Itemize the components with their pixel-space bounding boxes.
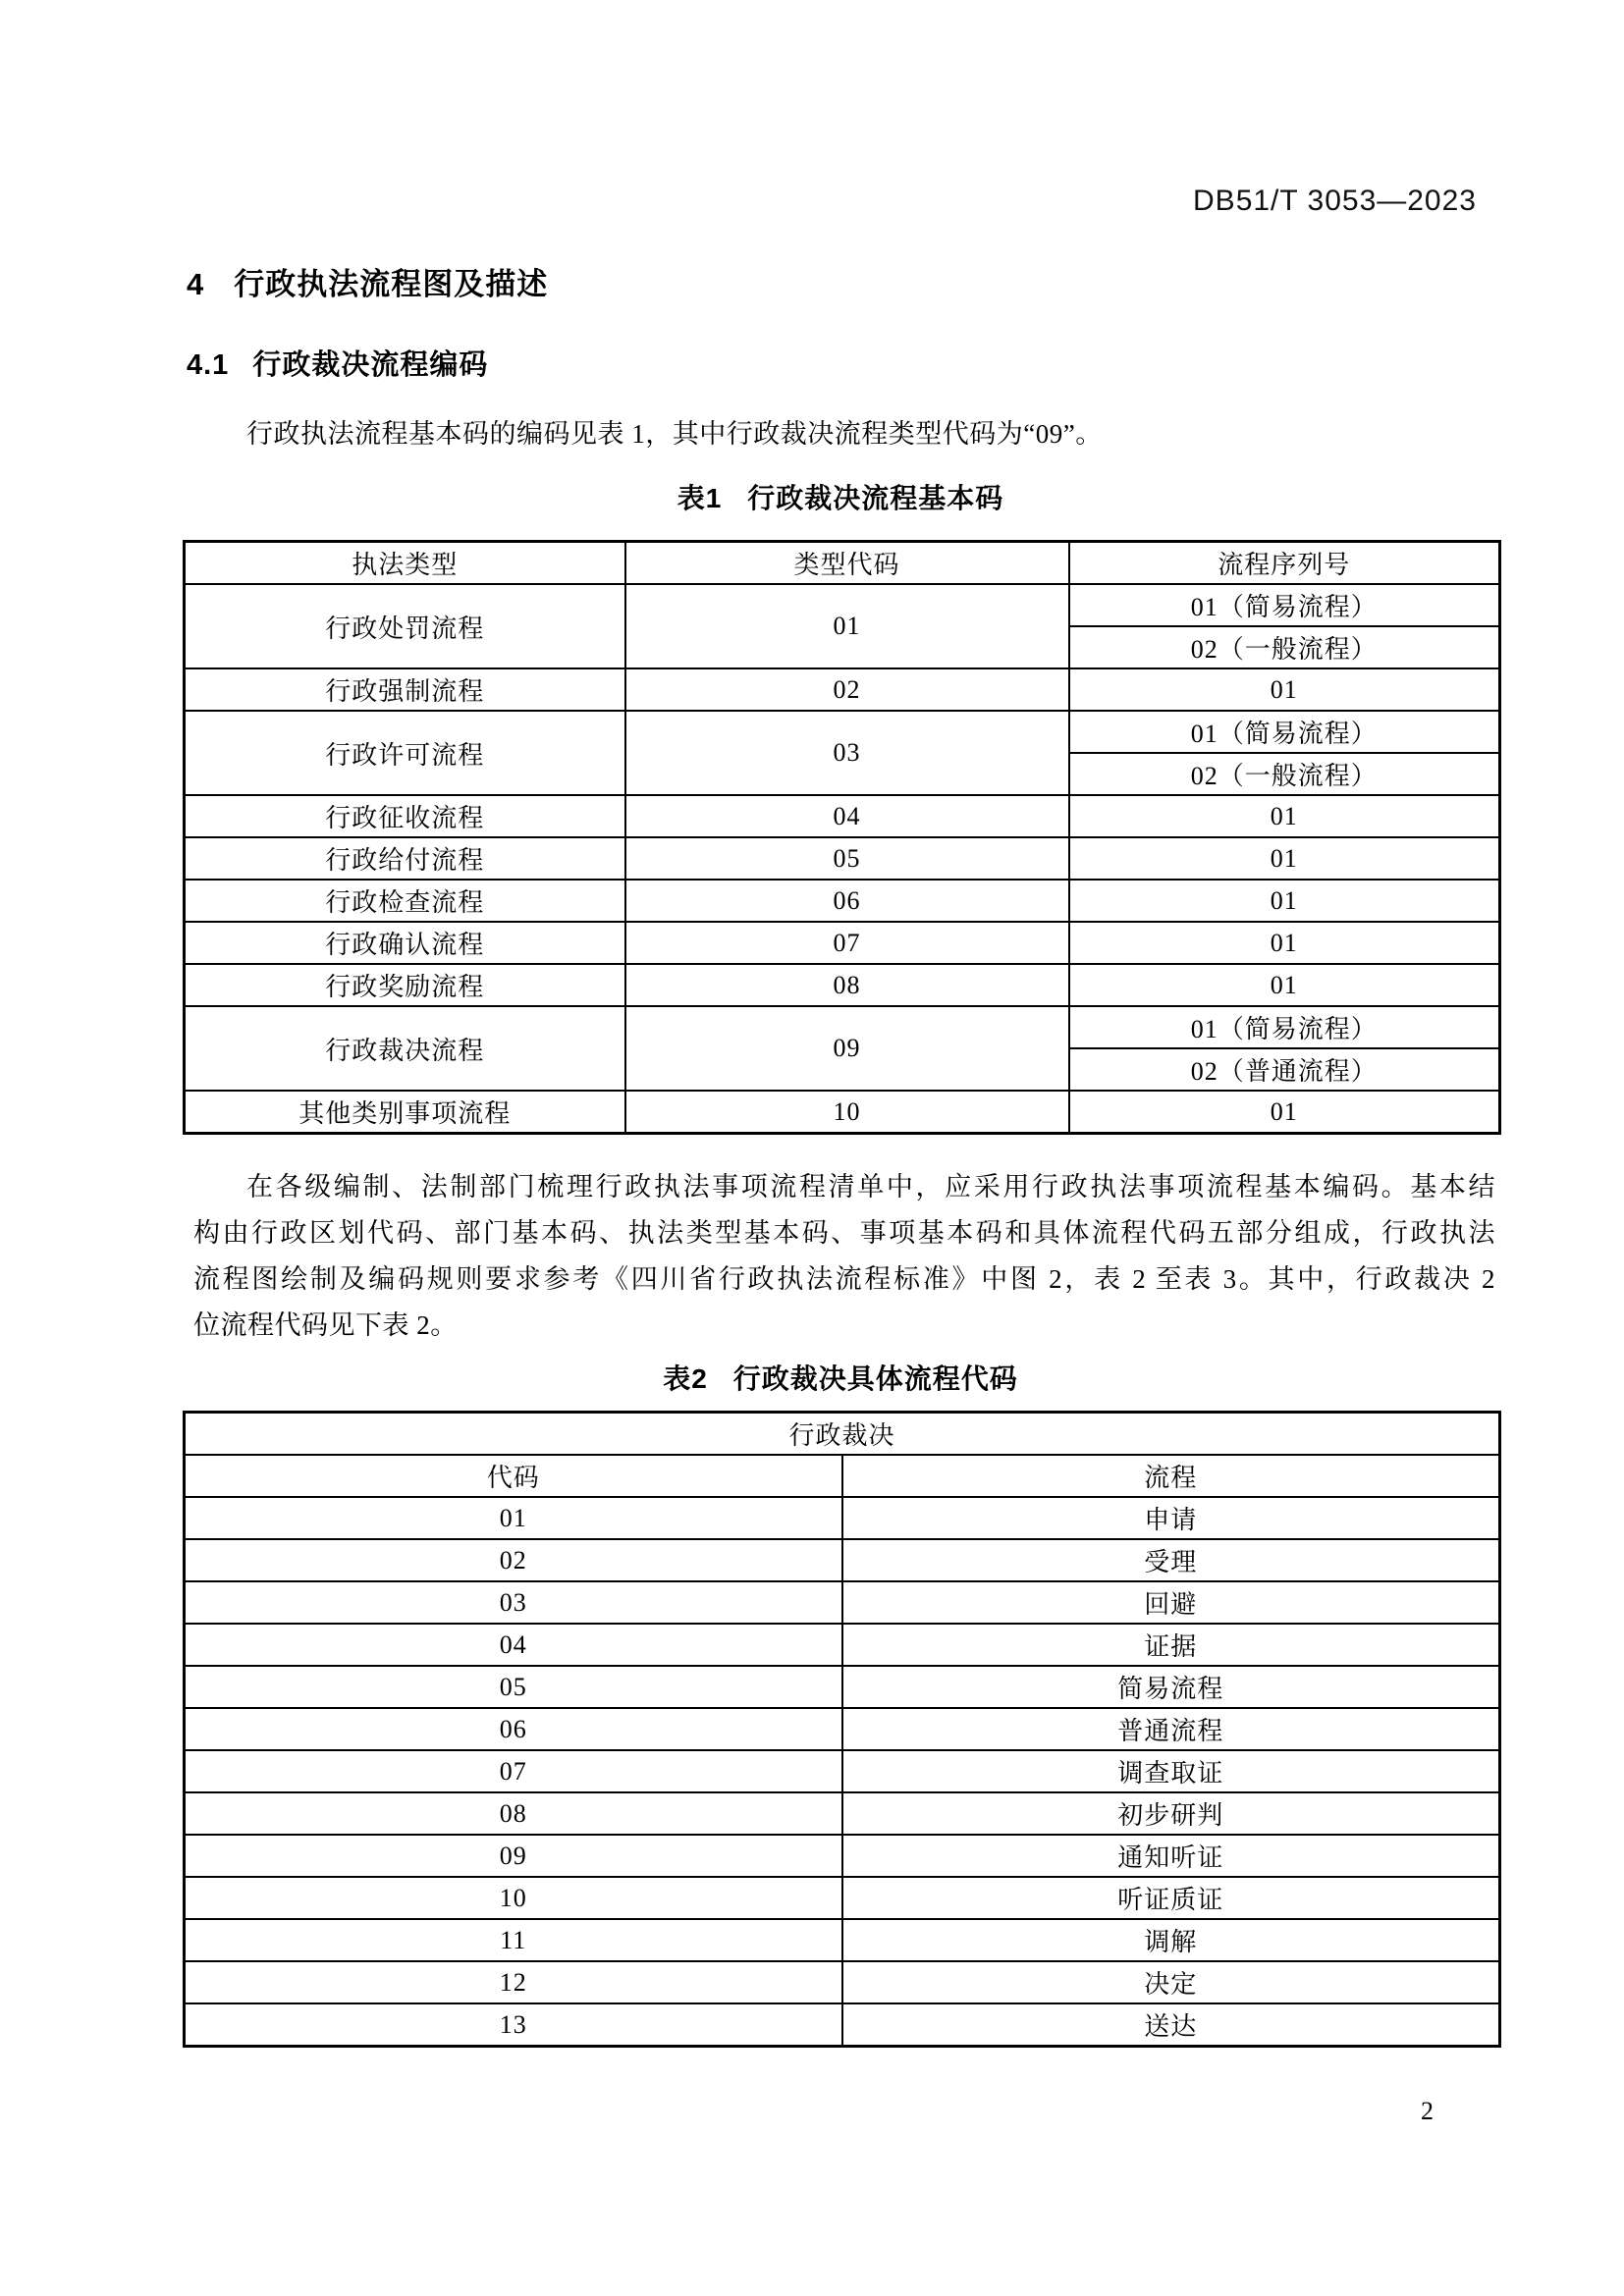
table-cell-code: 12 [185,1961,842,2003]
table-cell-code: 11 [185,1919,842,1961]
column-header: 类型代码 [625,542,1069,585]
table-row [185,1750,1500,1792]
section-heading-4-1 [187,343,488,383]
table-cell-flow: 调解 [842,1919,1500,1961]
table-row [185,1624,1500,1666]
page-number: 2 [1421,2097,1434,2125]
table-row [185,880,1500,922]
table-cell-seq: 01 [1069,837,1500,880]
table1-caption [183,477,1498,516]
table-cell-seq: 01（简易流程） [1069,1006,1500,1048]
document-code-header: DB51/T 3053—2023 [1193,185,1477,217]
table-row [185,1666,1500,1708]
table-cell-code: 09 [625,1006,1069,1091]
group-header: 行政裁决 [185,1413,1500,1456]
table-cell-code: 06 [625,880,1069,922]
table-cell-flow: 初步研判 [842,1792,1500,1835]
table-row [185,837,1500,880]
table-row [185,1961,1500,2003]
table-cell-code: 04 [625,795,1069,837]
table-cell-seq: 01（简易流程） [1069,711,1500,753]
table-header-row [185,542,1500,585]
table-cell-code: 01 [625,584,1069,668]
paragraph-line: 流程图绘制及编码规则要求参考《四川省行政执法流程标准》中图 2，表 2 至表 3。其中，行政裁决 2 [193,1264,1495,1294]
table-row [185,668,1500,711]
table-cell-seq: 01（简易流程） [1069,584,1500,626]
table-cell-code: 02 [185,1539,842,1581]
table1-caption-title: 行政裁决流程基本码 [747,483,1004,513]
column-header: 流程序列号 [1069,542,1500,585]
table-cell-seq: 02（一般流程） [1069,753,1500,795]
section-number: 4 [187,267,205,301]
table-cell-type: 行政给付流程 [185,837,625,880]
table-row [185,1792,1500,1835]
table-cell-flow: 送达 [842,2003,1500,2047]
table-cell-flow: 申请 [842,1497,1500,1539]
table-cell-seq: 01 [1069,922,1500,964]
table-cell-type: 行政许可流程 [185,711,625,795]
table-cell-seq: 02（普通流程） [1069,1048,1500,1091]
table-cell-seq: 01 [1069,795,1500,837]
table-cell-type: 行政奖励流程 [185,964,625,1006]
table-cell-flow: 简易流程 [842,1666,1500,1708]
paragraph-line: 位流程代码见下表 2。 [193,1310,458,1340]
table-row [185,1006,1500,1048]
table-cell-type: 行政强制流程 [185,668,625,711]
table-group-header-row [185,1413,1500,1456]
table-cell-type: 行政处罚流程 [185,584,625,668]
table-cell-seq: 01 [1069,964,1500,1006]
table-cell-code: 06 [185,1708,842,1750]
table-cell-type: 行政检查流程 [185,880,625,922]
table-cell-flow: 听证质证 [842,1877,1500,1919]
column-header: 执法类型 [185,542,625,585]
table-row [185,1539,1500,1581]
paragraph-line: 在各级编制、法制部门梳理行政执法事项流程清单中，应采用行政执法事项流程基本编码。基本结 [246,1172,1495,1201]
table-cell-seq: 01 [1069,668,1500,711]
table-header-row [185,1455,1500,1497]
table-cell-code: 01 [185,1497,842,1539]
table-cell-code: 08 [625,964,1069,1006]
paragraph-intro: 行政执法流程基本码的编码见表 1，其中行政裁决流程类型代码为“09”。 [246,419,1103,449]
section-heading-4 [187,259,548,303]
table-cell-code: 04 [185,1624,842,1666]
table-cell-code: 07 [625,922,1069,964]
table-cell-code: 02 [625,668,1069,711]
table-cell-code: 03 [185,1581,842,1624]
table-cell-code: 07 [185,1750,842,1792]
table-row [185,1919,1500,1961]
table-cell-type: 其他类别事项流程 [185,1091,625,1134]
table-cell-code: 08 [185,1792,842,1835]
paragraph-encoding-rules [193,1164,1495,1349]
table-cell-flow: 决定 [842,1961,1500,2003]
table2-caption-label: 表2 [663,1363,708,1394]
table2-specific-flow-codes [183,1411,1501,2048]
table-row [185,1708,1500,1750]
table-cell-flow: 通知听证 [842,1835,1500,1877]
table-cell-seq: 01 [1069,880,1500,922]
table-row [185,711,1500,753]
table-cell-flow: 调查取证 [842,1750,1500,1792]
table-row [185,1581,1500,1624]
subsection-number: 4.1 [187,349,230,381]
paragraph-line: 构由行政区划代码、部门基本码、执法类型基本码、事项基本码和具体流程代码五部分组成，行政执法 [193,1218,1495,1248]
table-cell-flow: 回避 [842,1581,1500,1624]
table-row [185,2003,1500,2047]
section-title: 行政执法流程图及描述 [234,267,549,301]
table-row [185,1877,1500,1919]
subsection-title: 行政裁决流程编码 [252,349,489,381]
table-cell-code: 05 [185,1666,842,1708]
table-cell-type: 行政征收流程 [185,795,625,837]
table-cell-code: 03 [625,711,1069,795]
table-row [185,584,1500,626]
table-row [185,1835,1500,1877]
table-row [185,922,1500,964]
table-cell-code: 10 [625,1091,1069,1134]
table-row [185,964,1500,1006]
table2-caption-title: 行政裁决具体流程代码 [732,1363,1018,1394]
table-cell-code: 09 [185,1835,842,1877]
table-cell-type: 行政裁决流程 [185,1006,625,1091]
table-cell-flow: 受理 [842,1539,1500,1581]
table2-caption [183,1358,1498,1397]
table-cell-seq: 02（一般流程） [1069,626,1500,668]
table1-flow-base-codes [183,540,1501,1135]
table1-caption-label: 表1 [677,483,723,513]
table-row [185,1497,1500,1539]
table-row [185,795,1500,837]
column-header: 流程 [842,1455,1500,1497]
table-cell-code: 13 [185,2003,842,2047]
table-cell-type: 行政确认流程 [185,922,625,964]
table-cell-flow: 证据 [842,1624,1500,1666]
table-row [185,1091,1500,1134]
column-header: 代码 [185,1455,842,1497]
table-cell-seq: 01 [1069,1091,1500,1134]
table-cell-code: 05 [625,837,1069,880]
table-cell-code: 10 [185,1877,842,1919]
table-cell-flow: 普通流程 [842,1708,1500,1750]
